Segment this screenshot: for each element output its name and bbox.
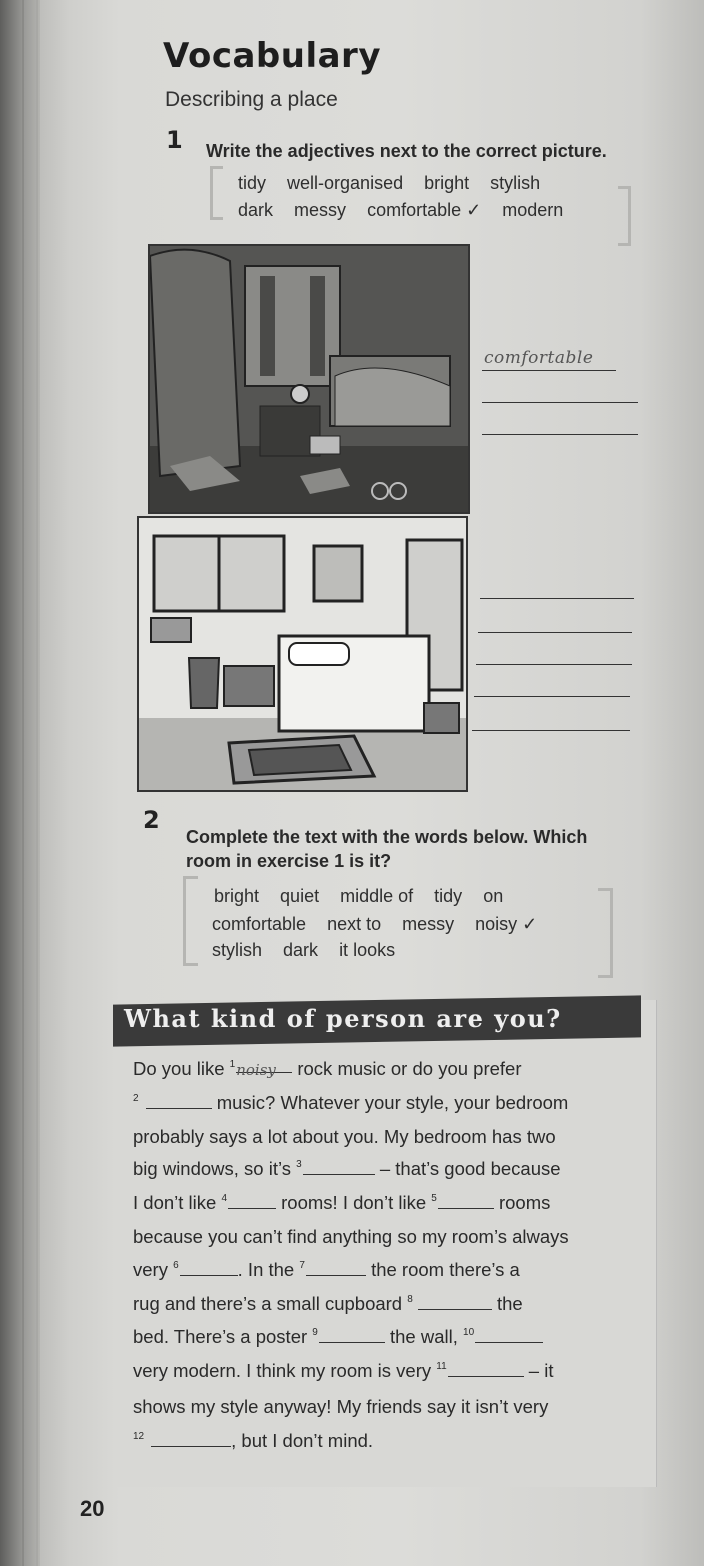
text-line: bed. There’s a poster $^9$ the wall, $^{10}$	[133, 1326, 643, 1348]
text-line: big windows, so it’s $^3$ – that’s good because	[133, 1158, 561, 1179]
messy-room-drawing	[150, 246, 468, 512]
word-item: comfortable ✓	[367, 200, 482, 220]
gap-number: 10	[463, 1327, 475, 1338]
text-line: rug and there’s a small cupboard $^8$ the	[133, 1293, 523, 1314]
word-list-row	[212, 940, 411, 961]
word-item: it looks	[339, 940, 396, 960]
word-box-bracket-right	[598, 888, 613, 978]
word-item: dark	[283, 940, 319, 960]
messy-room-illustration	[148, 244, 470, 514]
gap-number: 12	[133, 1431, 145, 1442]
exercise-1-number: 1	[166, 126, 183, 154]
word-box-bracket-left	[210, 166, 223, 220]
word-list-row	[214, 886, 519, 907]
word-box-bracket-left	[183, 876, 198, 966]
word-item: modern	[502, 200, 564, 220]
page-subtitle: Describing a place	[165, 88, 338, 111]
text-line: because you can’t find anything so my room’s always	[133, 1226, 569, 1247]
answer-line[interactable]	[480, 598, 634, 599]
gap-number: 8	[407, 1294, 413, 1305]
word-item: stylish	[490, 173, 541, 193]
gap-number: 11	[436, 1361, 447, 1372]
gap-1-answer[interactable]: noisy	[236, 1058, 292, 1073]
tidy-room-drawing	[139, 518, 466, 790]
word-list-row	[238, 173, 556, 194]
text-line: very $^6$ . In the $^7$ the room there’s a	[133, 1259, 520, 1280]
answer-line[interactable]	[482, 402, 638, 403]
word-item: messy	[294, 200, 347, 220]
word-item: middle of	[340, 886, 414, 906]
gap-number: 7	[299, 1260, 305, 1271]
gap-7-blank[interactable]	[306, 1261, 366, 1276]
answer-line[interactable]	[472, 730, 630, 731]
word-item: on	[483, 886, 504, 906]
text-line: probably says a lot about you. My bedroom has two	[133, 1126, 556, 1147]
gap-number: 3	[296, 1159, 302, 1170]
word-item: bright	[424, 173, 470, 193]
gap-8-blank[interactable]	[418, 1295, 492, 1310]
text-line: very modern. I think my room is very $^{11}$ – it	[133, 1360, 554, 1381]
gap-number: 5	[431, 1193, 437, 1204]
word-list-row	[212, 914, 553, 935]
gap-6-blank[interactable]	[180, 1261, 238, 1276]
gap-9-blank[interactable]	[319, 1328, 385, 1343]
picture-1-answer-1: comfortable	[484, 348, 594, 368]
answer-line[interactable]	[474, 696, 630, 697]
gap-3-blank[interactable]	[303, 1160, 375, 1175]
word-item: tidy	[238, 173, 267, 193]
word-item: stylish	[212, 940, 263, 960]
exercise-2-instruction-line-1: Complete the text with the words below. Which	[186, 827, 588, 847]
word-item: dark	[238, 200, 274, 220]
answer-line[interactable]	[476, 664, 632, 665]
word-item: quiet	[280, 886, 320, 906]
text-line: shows my style anyway! My friends say it isn’t very	[133, 1396, 549, 1417]
gap-2-blank[interactable]	[146, 1094, 212, 1109]
word-item: bright	[214, 886, 260, 906]
page-number: 20	[80, 1496, 105, 1521]
gap-number: 1	[229, 1059, 236, 1070]
exercise-2-number: 2	[143, 806, 160, 834]
book-spine	[0, 0, 40, 1566]
word-item: next to	[327, 914, 382, 934]
text-line: Do you like $^1$noisy rock music or do you prefer	[133, 1058, 522, 1079]
answer-line[interactable]	[482, 370, 616, 371]
word-item: noisy ✓	[475, 914, 538, 934]
gap-12-blank[interactable]	[151, 1432, 231, 1447]
gap-11-blank[interactable]	[448, 1362, 524, 1377]
gap-10-blank[interactable]	[475, 1328, 543, 1343]
word-item: comfortable	[212, 914, 307, 934]
exercise-2-instruction-line-2: room in exercise 1 is it?	[186, 851, 392, 871]
word-item: well-organised	[287, 173, 404, 193]
word-item: tidy	[434, 886, 463, 906]
text-line: $^{12}$ , but I don’t mind.	[133, 1430, 374, 1451]
gap-number: 9	[312, 1327, 318, 1338]
gap-number: 2	[133, 1093, 139, 1104]
word-item: messy	[402, 914, 455, 934]
exercise-1-instruction: Write the adjectives next to the correct picture.	[206, 141, 607, 161]
spine-line	[22, 0, 24, 1566]
gap-number: 6	[173, 1260, 179, 1271]
word-list-row	[238, 200, 579, 221]
reading-title: What kind of person are you?	[124, 1004, 562, 1033]
gap-5-blank[interactable]	[438, 1194, 494, 1209]
gap-number: 4	[221, 1193, 227, 1204]
answer-line[interactable]	[478, 632, 632, 633]
gap-4-blank[interactable]	[228, 1194, 276, 1209]
answer-line[interactable]	[482, 434, 638, 435]
tidy-room-illustration	[137, 516, 468, 792]
page-title: Vocabulary	[163, 36, 381, 76]
spine-line	[36, 0, 38, 1566]
text-line: $^2$ music? Whatever your style, your bedroom	[133, 1092, 569, 1113]
text-line: I don’t like $^4$ rooms! I don’t like $^5$ rooms	[133, 1192, 551, 1213]
word-box-bracket-right	[618, 186, 631, 246]
